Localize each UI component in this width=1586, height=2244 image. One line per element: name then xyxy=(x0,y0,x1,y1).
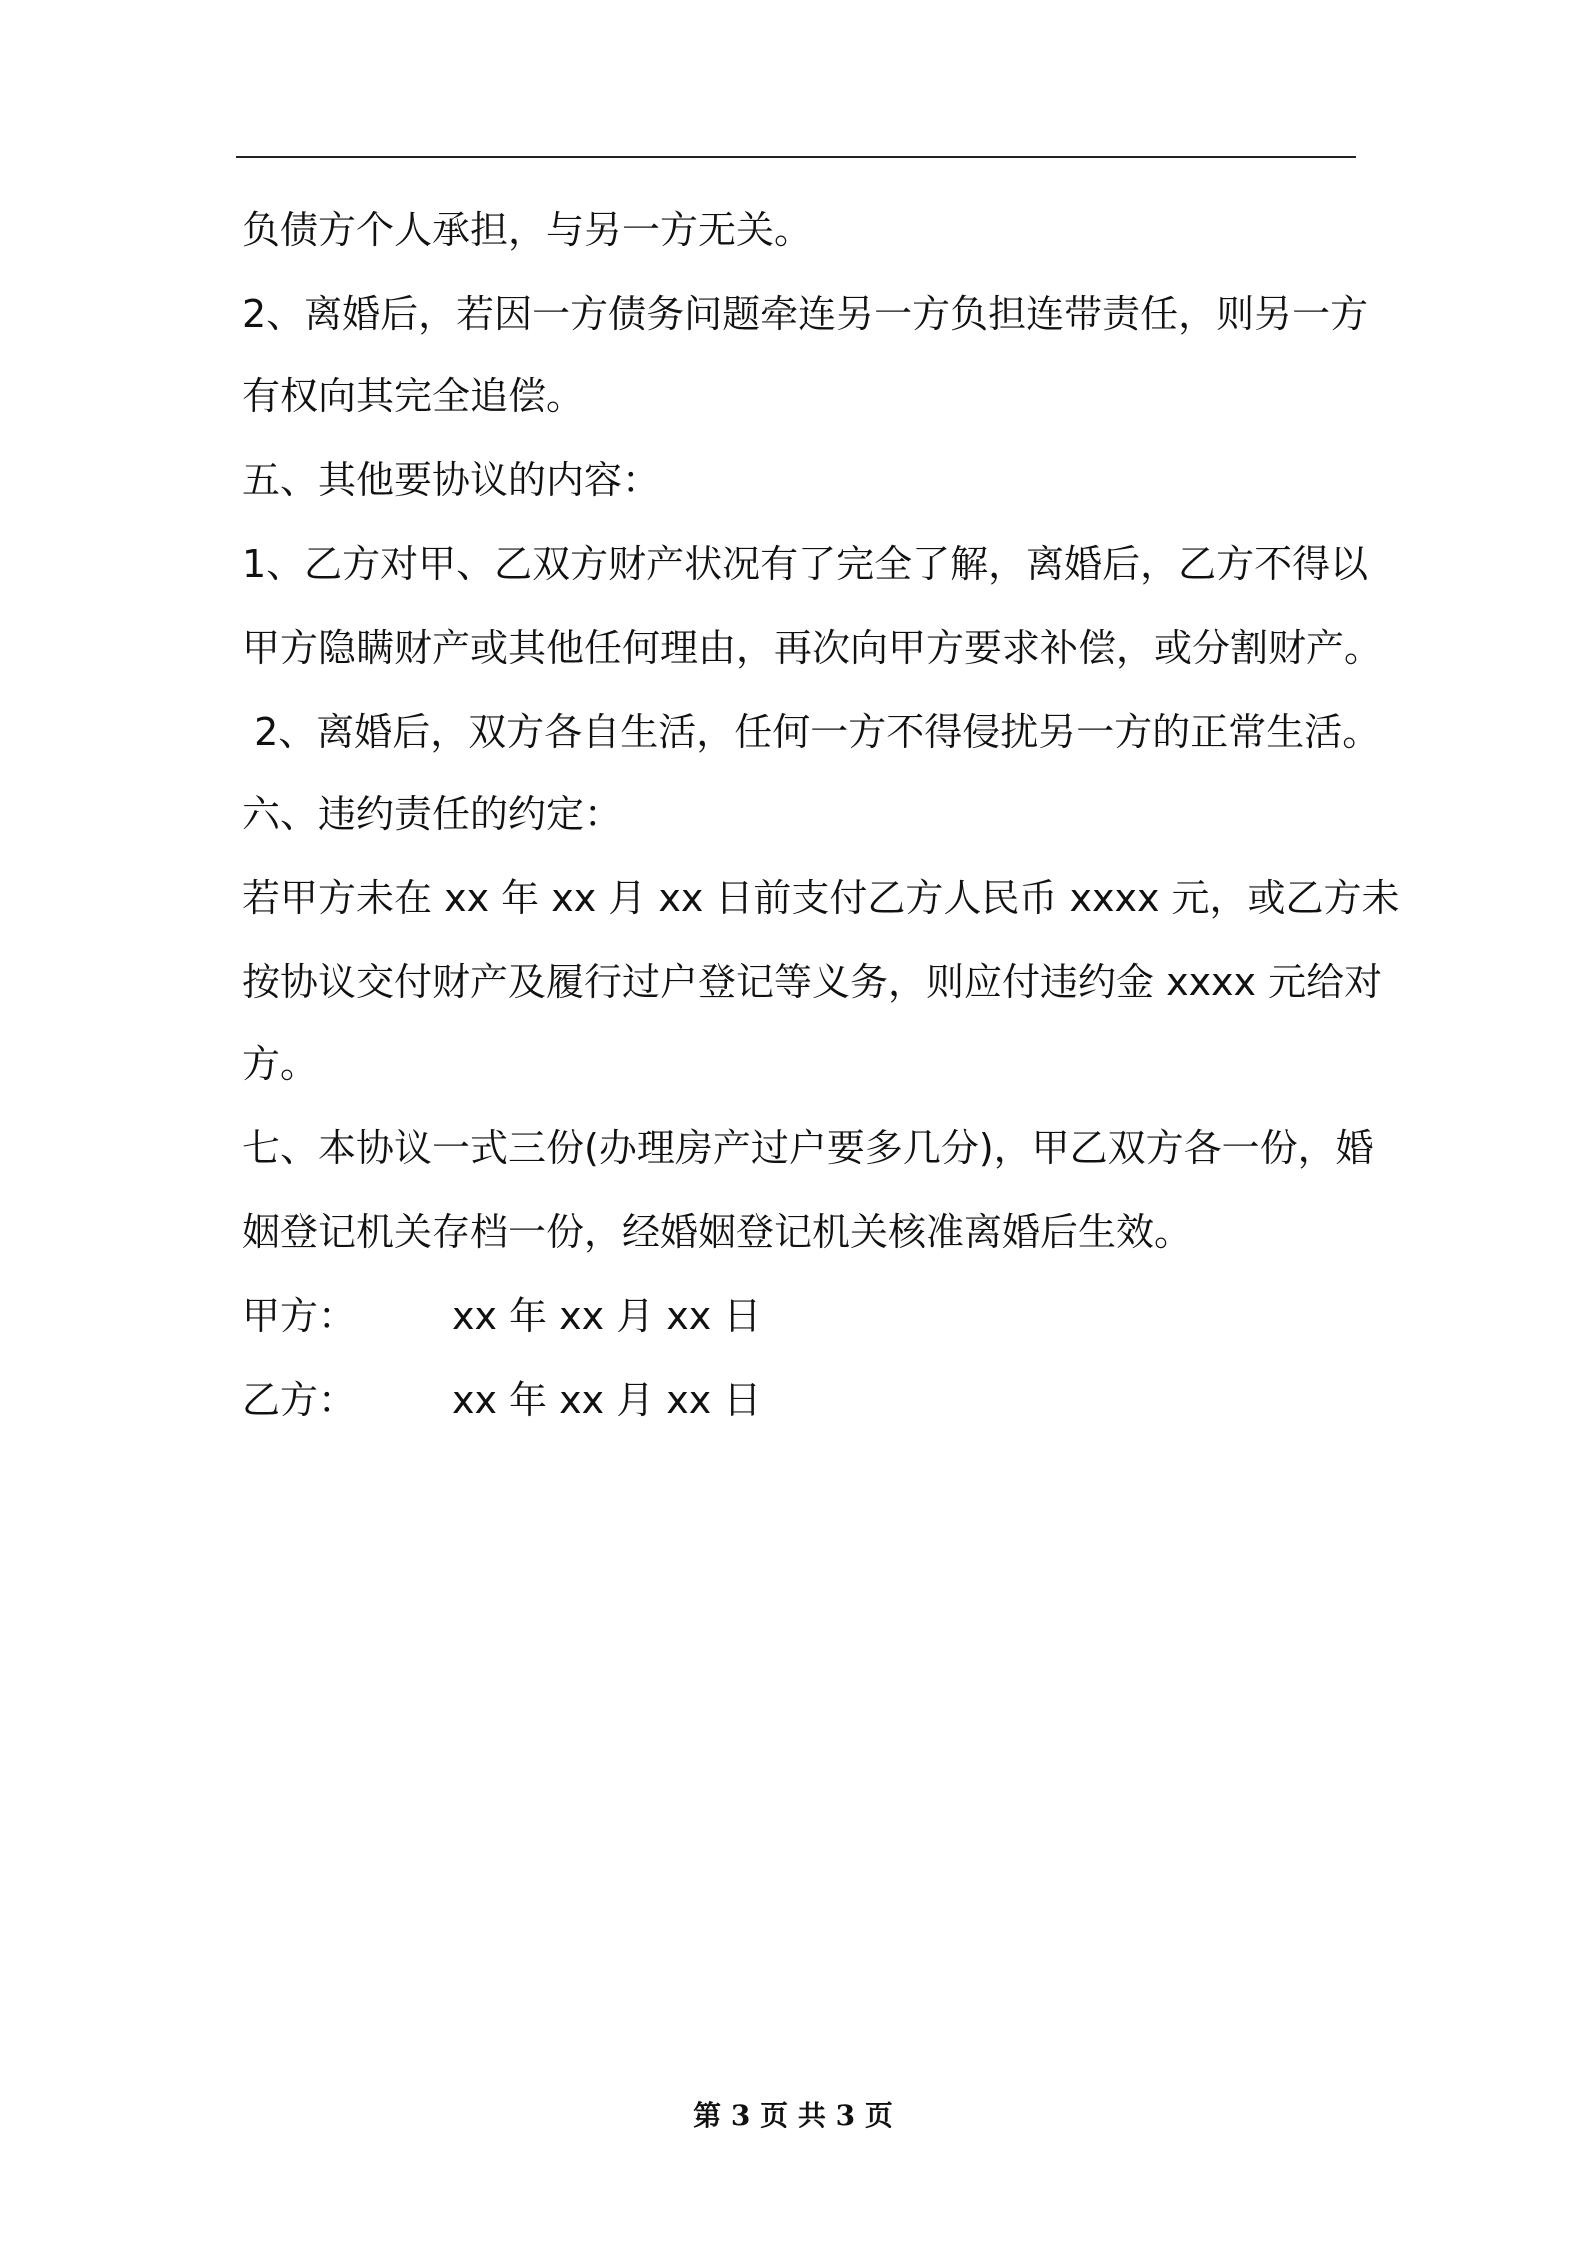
body-line: 有权向其完全追偿。 xyxy=(242,374,585,418)
signature-label: 乙方： xyxy=(242,1378,357,1422)
page-number: 第 3 页 共 3 页 xyxy=(693,2099,893,2132)
body-line: 七、本协议一式三份(办理房产过户要多几分)，甲乙双方各一份，婚 xyxy=(242,1126,1374,1170)
body-line: 负债方个人承担，与另一方无关。 xyxy=(242,208,813,252)
body-line: 方。 xyxy=(242,1042,319,1086)
section-heading: 六、违约责任的约定： xyxy=(242,792,623,836)
body-line: 若甲方未在 xx 年 xx 月 xx 日前支付乙方人民币 xxxx 元，或乙方未 xyxy=(242,876,1400,920)
signature-date: xx 年 xx 月 xx 日 xyxy=(452,1294,762,1338)
signature-party-b xyxy=(242,1376,761,1424)
section-heading: 五、其他要协议的内容： xyxy=(242,458,661,502)
signature-label: 甲方： xyxy=(242,1294,357,1338)
header-rule xyxy=(236,156,1356,158)
body-line: 按协议交付财产及履行过户登记等义务，则应付违约金 xxxx 元给对 xyxy=(242,960,1383,1004)
signature-party-a xyxy=(242,1292,761,1340)
signature-date: xx 年 xx 月 xx 日 xyxy=(452,1378,762,1422)
body-line: 甲方隐瞒财产或其他任何理由，再次向甲方要求补偿，或分割财产。 xyxy=(242,626,1383,670)
body-line: 1、乙方对甲、乙双方财产状况有了完全了解，离婚后，乙方不得以 xyxy=(242,542,1369,586)
body-line: 2、离婚后，双方各自生活，任何一方不得侵扰另一方的正常生活。 xyxy=(242,710,1381,754)
body-line: 2、离婚后，若因一方债务问题牵连另一方负担连带责任，则另一方 xyxy=(242,292,1369,336)
body-line: 姻登记机关存档一份，经婚姻登记机关核准离婚后生效。 xyxy=(242,1210,1193,1254)
